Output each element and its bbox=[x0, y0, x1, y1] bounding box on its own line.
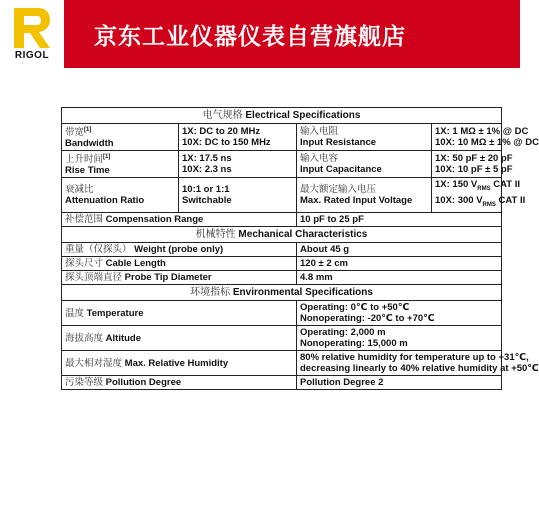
section-cn: 电气规格 bbox=[202, 110, 243, 121]
value: Nonoperating: -20℃ to +70℃ bbox=[300, 313, 435, 325]
value-subscript: RMS bbox=[477, 186, 491, 193]
value: 120 ± 2 cm bbox=[300, 258, 348, 270]
label-cn: 最大额定输入电压 bbox=[300, 184, 377, 196]
value: 1X: 17.5 ns bbox=[182, 153, 232, 165]
label-en: Probe Tip Diameter bbox=[124, 272, 212, 284]
label-en: Temperature bbox=[86, 307, 144, 319]
spec-row-humidity bbox=[62, 351, 502, 376]
footnote-mark: [1] bbox=[84, 127, 92, 133]
value: Switchable bbox=[182, 195, 232, 207]
value: Nonoperating: 15,000 m bbox=[300, 338, 408, 350]
value: 10X: 10 MΩ ± 1% @ DC bbox=[435, 137, 539, 149]
value: 1X: 150 V bbox=[435, 179, 478, 191]
label-en: Rise Time bbox=[65, 165, 110, 177]
footnote-mark: [1] bbox=[103, 154, 111, 161]
label-cn: 污染等级 bbox=[65, 377, 104, 389]
label-cn: 补偿范围 bbox=[65, 214, 104, 226]
section-en: Mechanical Characteristics bbox=[238, 229, 368, 241]
store-banner bbox=[0, 0, 520, 68]
rigol-r-icon bbox=[10, 6, 52, 50]
value: 80% relative humidity for temperature up to +31℃, bbox=[300, 352, 529, 364]
label-cn: 重量（仅探头） bbox=[65, 244, 132, 256]
spec-row-cable-length bbox=[62, 257, 502, 271]
value: 10 pF to 25 pF bbox=[300, 214, 364, 226]
label-en: Cable Length bbox=[105, 258, 166, 270]
spec-row-compensation bbox=[62, 213, 502, 227]
label-en: Max. Rated Input Voltage bbox=[300, 195, 413, 207]
spec-row-weight bbox=[62, 243, 502, 257]
label-cn: 带宽 bbox=[65, 127, 85, 139]
label-cn: 探头顶端直径 bbox=[65, 272, 123, 284]
value: About 45 g bbox=[300, 244, 350, 256]
spec-row-bandwidth bbox=[62, 124, 502, 151]
label-en: Input Capacitance bbox=[300, 164, 382, 176]
value: Operating: 2,000 m bbox=[300, 327, 386, 339]
label-en: Max. Relative Humidity bbox=[124, 357, 229, 369]
label-cn: 上升时间 bbox=[65, 154, 104, 166]
value: Operating: 0℃ to +50℃ bbox=[300, 302, 410, 314]
rigol-logo bbox=[0, 0, 64, 68]
label-en: Altitude bbox=[105, 332, 142, 344]
section-cn: 环境指标 bbox=[190, 287, 231, 299]
value: decreasing linearly to 40% relative humidity at +50℃ bbox=[300, 363, 539, 375]
value: 1X: 1 MΩ ± 1% @ DC bbox=[435, 126, 529, 138]
label-cn: 探头尺寸 bbox=[65, 258, 104, 270]
spec-row-rise-time bbox=[62, 151, 502, 178]
section-environmental bbox=[62, 285, 502, 301]
label-cn: 海拔高度 bbox=[65, 332, 104, 344]
spec-row-altitude bbox=[62, 326, 502, 351]
value: 10X: 300 V bbox=[435, 195, 483, 207]
label-cn: 最大相对湿度 bbox=[65, 357, 123, 369]
spec-row-tip-diameter bbox=[62, 271, 502, 285]
label-en: Input Resistance bbox=[300, 137, 377, 149]
value: CAT II bbox=[495, 195, 526, 207]
value: CAT II bbox=[490, 179, 520, 191]
label-en: Compensation Range bbox=[105, 214, 204, 226]
spec-row-temperature bbox=[62, 301, 502, 326]
value-subscript: RMS bbox=[482, 202, 496, 209]
label-en: Weight (probe only) bbox=[134, 244, 224, 256]
label-cn: 衰减比 bbox=[65, 184, 94, 196]
store-title: 京东工业仪器仪表自营旗舰店 bbox=[94, 22, 406, 49]
value: 4.8 mm bbox=[300, 272, 333, 284]
value: 10:1 or 1:1 bbox=[182, 184, 230, 196]
label-cn: 输入电容 bbox=[300, 153, 339, 165]
spec-row-pollution bbox=[62, 376, 502, 390]
section-cn: 机械特性 bbox=[195, 229, 236, 241]
value: 10X: 2.3 ns bbox=[182, 164, 232, 176]
label-en: Pollution Degree bbox=[105, 377, 182, 389]
value: 1X: 50 pF ± 20 pF bbox=[435, 153, 513, 165]
value: 1X: DC to 20 MHz bbox=[182, 126, 261, 138]
section-en: Environmental Specifications bbox=[232, 287, 373, 299]
section-en: Electrical Specifications bbox=[245, 110, 361, 121]
value: 10X: 10 pF ± 5 pF bbox=[435, 164, 513, 176]
section-electrical bbox=[62, 108, 502, 124]
value: Pollution Degree 2 bbox=[300, 377, 384, 389]
logo-text: RIGOL bbox=[14, 50, 50, 61]
label-en: Attenuation Ratio bbox=[65, 195, 145, 207]
label-en: Bandwidth bbox=[65, 138, 114, 150]
label-cn: 输入电阻 bbox=[300, 126, 339, 138]
spec-table bbox=[61, 107, 539, 390]
spec-row-attenuation bbox=[62, 178, 502, 213]
section-mechanical bbox=[62, 227, 502, 243]
label-cn: 温度 bbox=[65, 307, 85, 319]
value: 10X: DC to 150 MHz bbox=[182, 137, 271, 149]
